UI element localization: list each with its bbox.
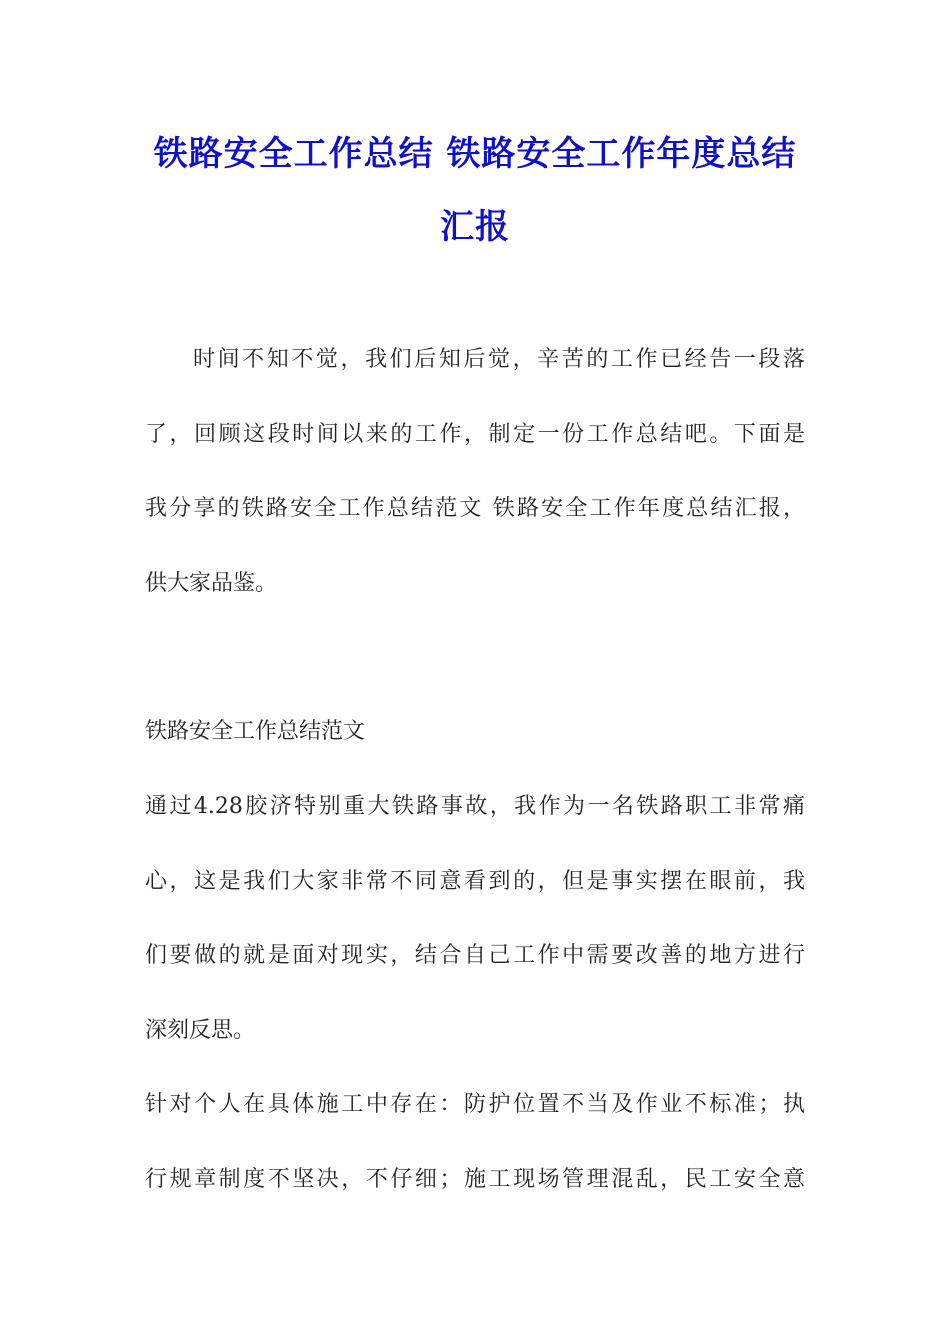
paragraph2-line-2: 行规章制度不坚决，不仔细；施工现场管理混乱，民工安全意 — [145, 1167, 805, 1192]
document-title-line-1: 铁路安全工作总结 铁路安全工作年度总结 — [153, 134, 797, 174]
intro-line-1: 时间不知不觉，我们后知后觉，辛苦的工作已经告一段落 — [193, 347, 805, 372]
document-title-line-2: 汇报 — [440, 207, 510, 247]
paragraph1-line-1: 通过4.28胶济特别重大铁路事故，我作为一名铁路职工非常痛 — [145, 794, 805, 819]
paragraph1-line-4: 深刻反思。 — [145, 1018, 256, 1043]
intro-line-2: 了，回顾这段时间以来的工作，制定一份工作总结吧。下面是 — [145, 422, 805, 447]
paragraph2-line-1: 针对个人在具体施工中存在：防护位置不当及作业不标准；执 — [145, 1092, 805, 1117]
paragraph1-line-2: 心，这是我们大家非常不同意看到的，但是事实摆在眼前，我 — [145, 869, 805, 894]
paragraph1-line-3: 们要做的就是面对现实，结合自己工作中需要改善的地方进行 — [145, 943, 805, 968]
section-heading: 铁路安全工作总结范文 — [145, 719, 366, 744]
intro-line-3: 我分享的铁路安全工作总结范文 铁路安全工作年度总结汇报， — [145, 496, 805, 521]
intro-line-4: 供大家品鉴。 — [145, 571, 278, 596]
